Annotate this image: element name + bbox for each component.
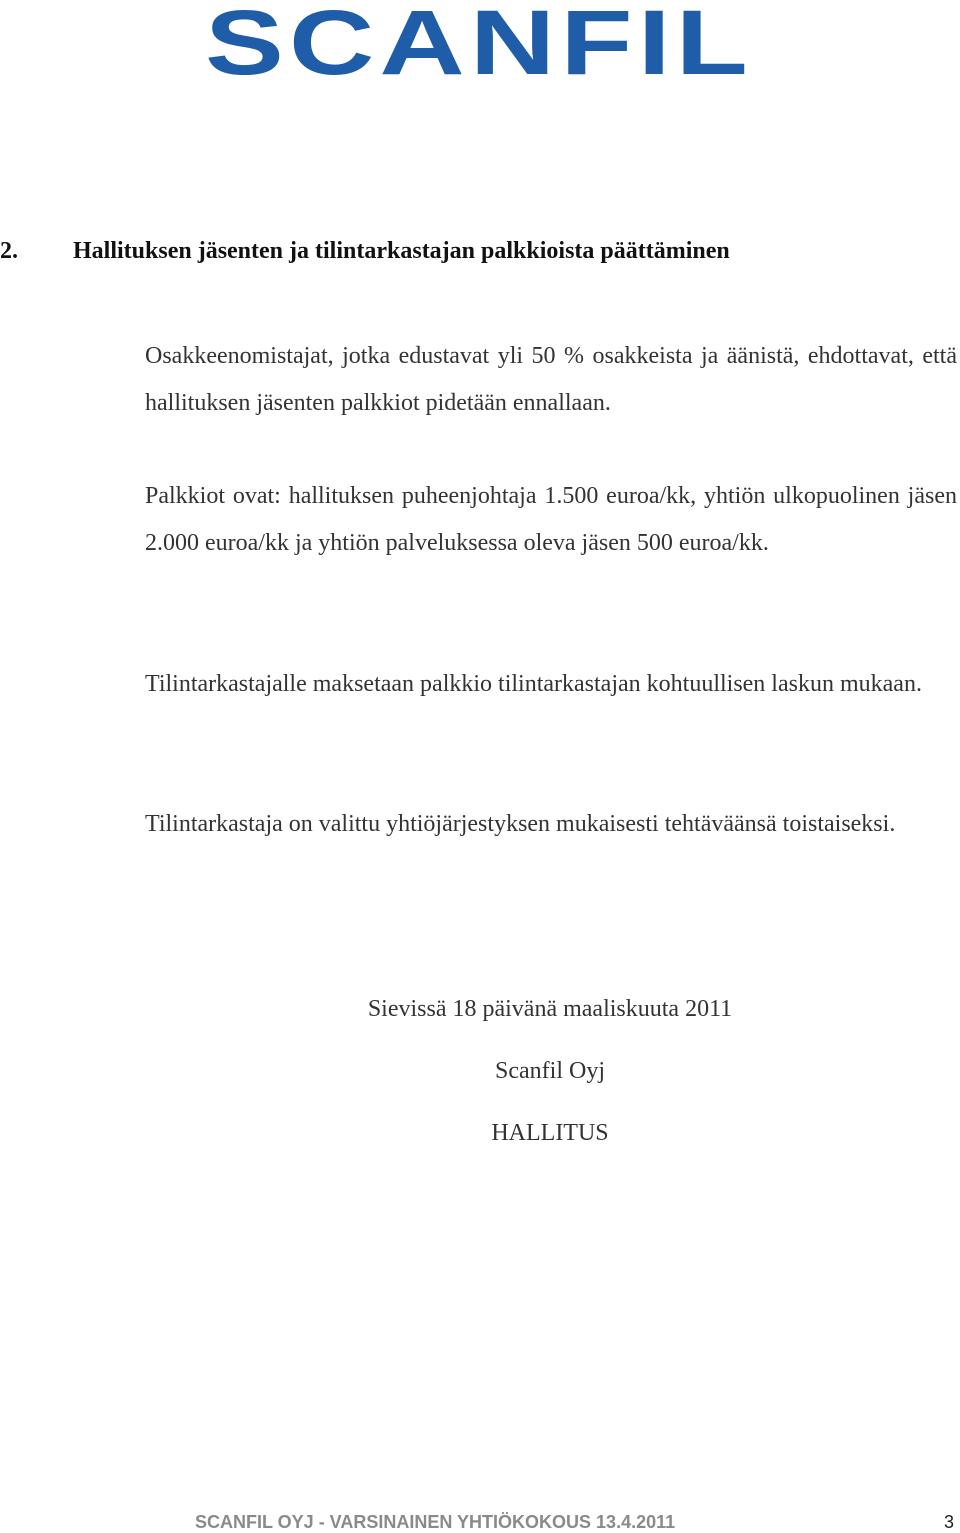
paragraph-auditor-fee: Tilintarkastajalle maksetaan palkkio tilintarkastajan kohtuullisen laskun mukaan. bbox=[145, 671, 922, 697]
paragraph-auditor-term: Tilintarkastaja on valittu yhtiöjärjestyksen mukaisesti tehtäväänsä toistaiseksi. bbox=[145, 811, 896, 837]
signoff-company: Scanfil Oyj bbox=[495, 1058, 605, 1084]
logo-wordmark: SCANFIL bbox=[205, 4, 753, 78]
section-number: 2. bbox=[0, 238, 18, 264]
page-number: 3 bbox=[944, 1512, 955, 1532]
paragraph-proposal: Osakkeenomistajat, jotka edustavat yli 50 % osakkeista ja äänistä, ehdottavat, että hallituksen jäsenten palkkiot pidetään ennallaan. bbox=[145, 343, 957, 416]
scanfil-logo bbox=[203, 4, 755, 78]
signoff-board: HALLITUS bbox=[491, 1120, 609, 1146]
scanfil-logo-graphic bbox=[203, 4, 755, 78]
signoff-place-date: Sievissä 18 päivänä maaliskuuta 2011 bbox=[367, 996, 733, 1022]
section-title: Hallituksen jäsenten ja tilintarkastajan palkkioista päättäminen bbox=[73, 238, 730, 264]
footer-title: SCANFIL OYJ - VARSINAINEN YHTIÖKOKOUS 13.4.2011 bbox=[195, 1512, 676, 1532]
paragraph-fees: Palkkiot ovat: hallituksen puheenjohtaja 1.500 euroa/kk, yhtiön ulkopuolinen jäsen 2.000 euroa/kk ja yhtiön palveluksessa oleva jäsen 500 euroa/kk. bbox=[145, 483, 957, 556]
